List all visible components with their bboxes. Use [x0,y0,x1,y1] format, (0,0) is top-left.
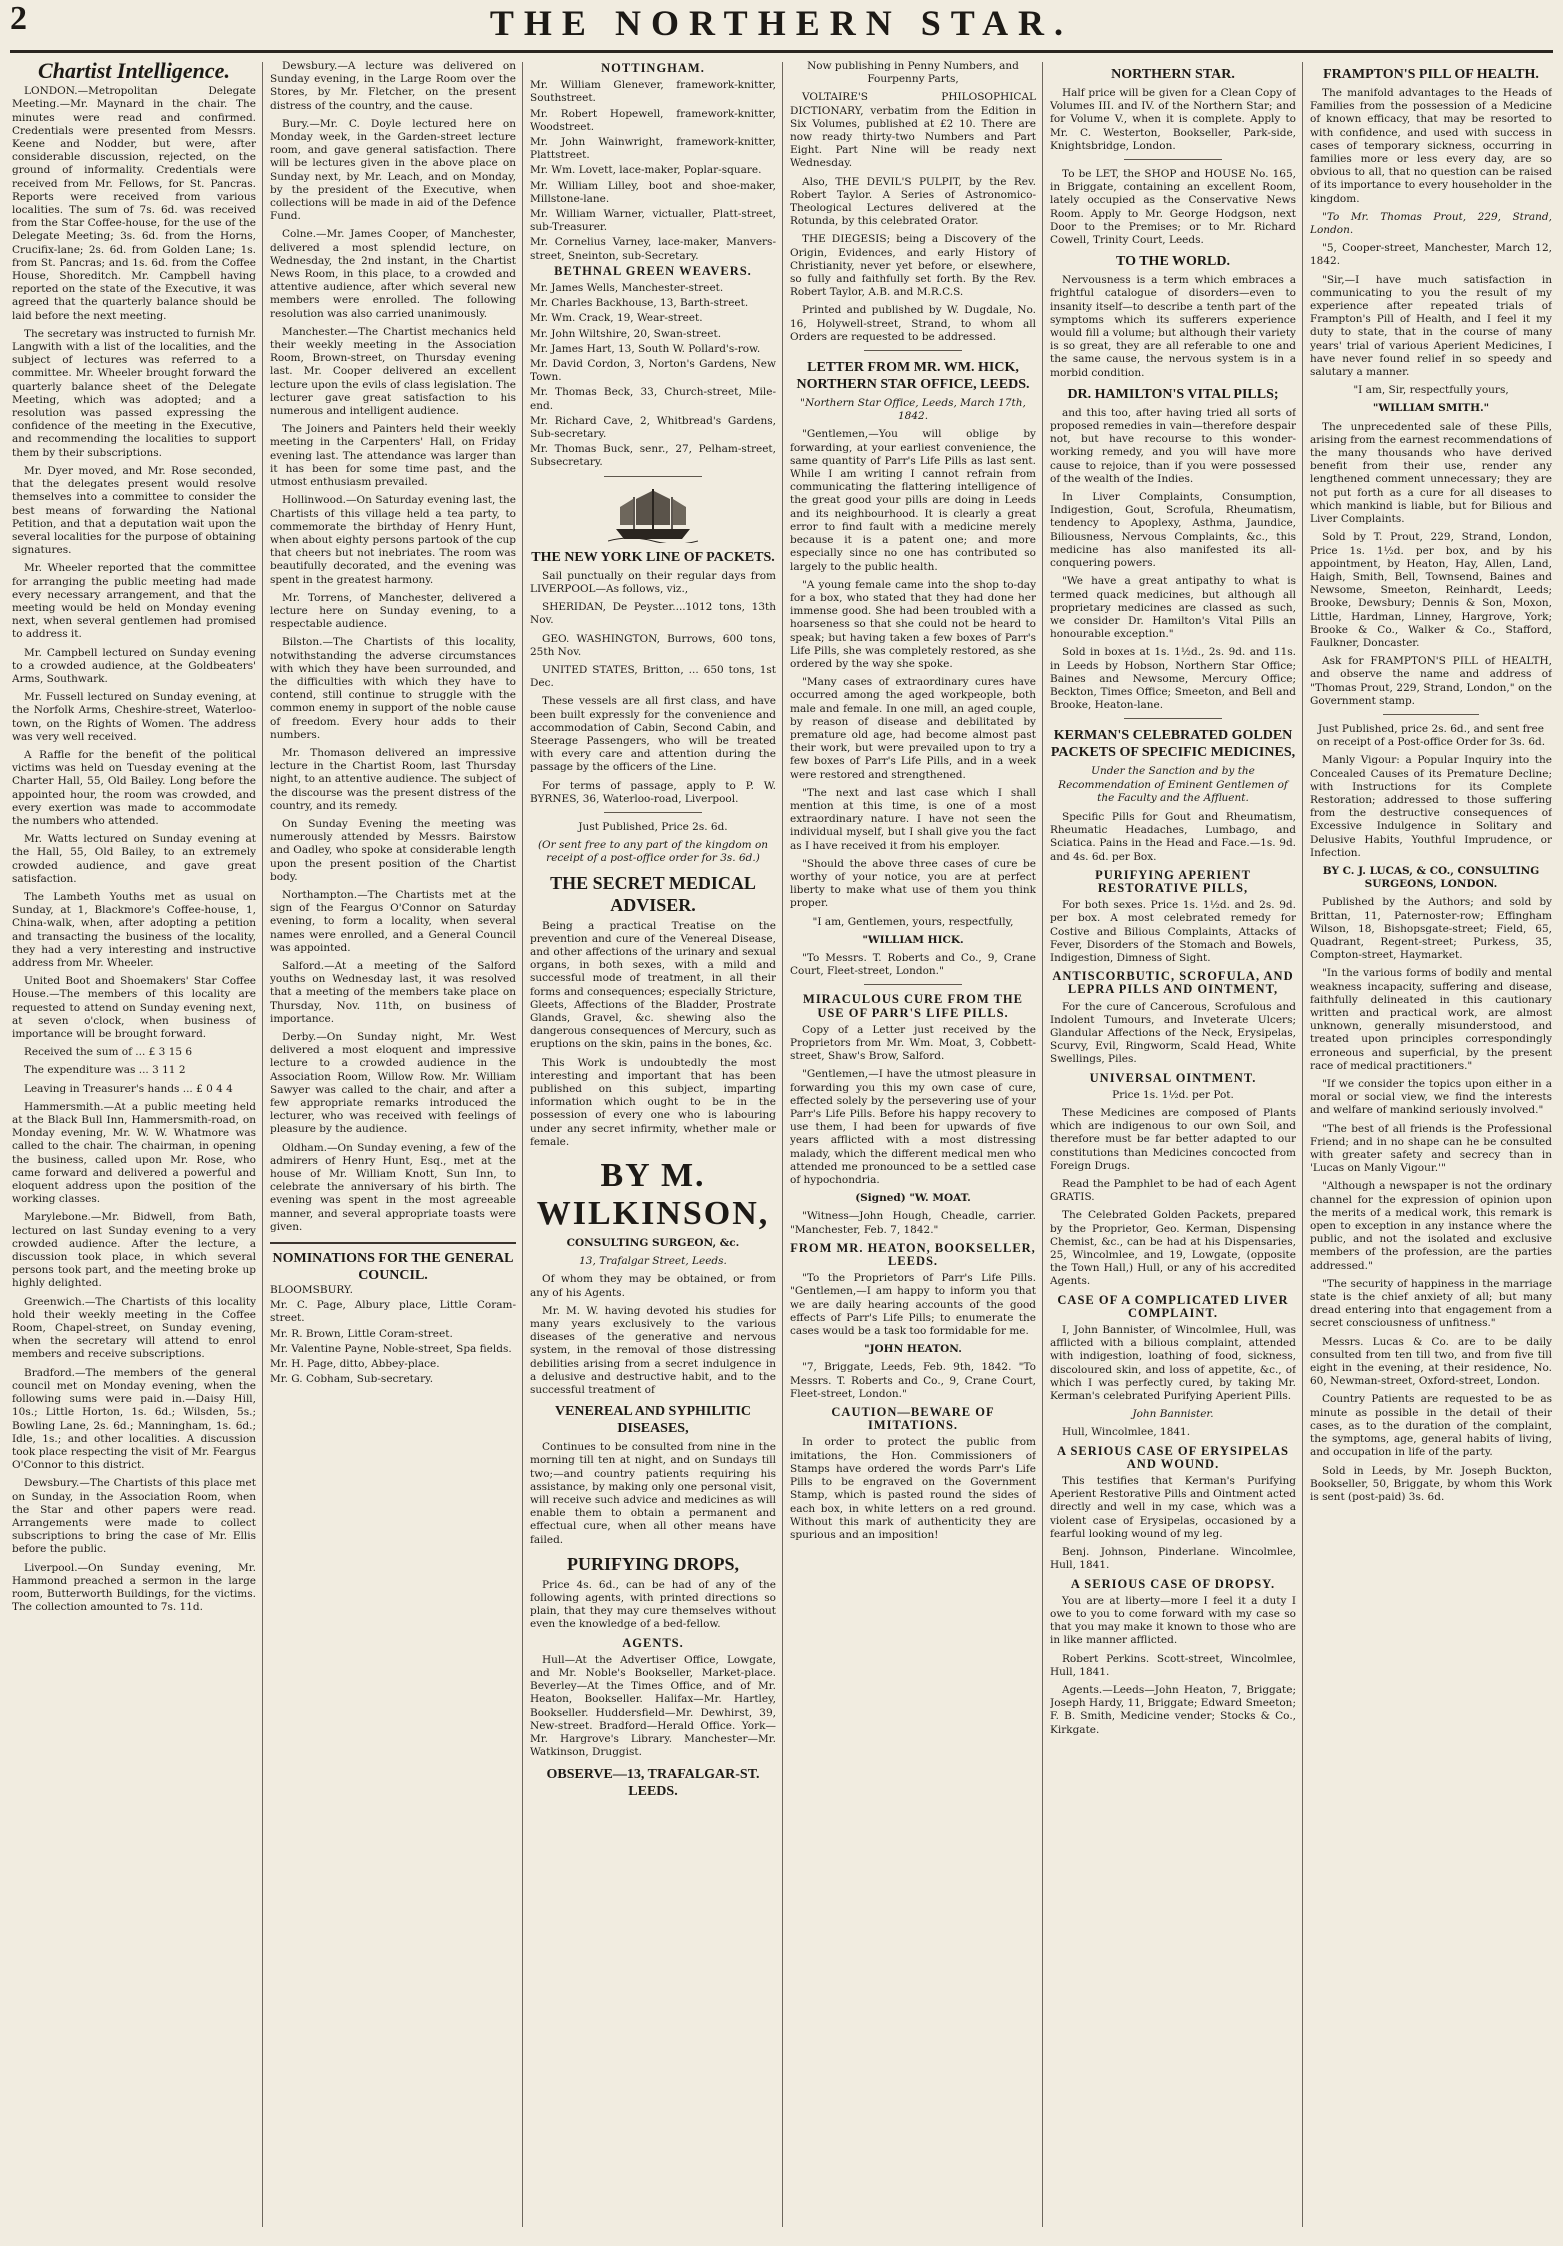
list-item: Mr. John Wainwright, framework-knitter, Plattstreet. [530,136,776,162]
frampton-para: Ask for FRAMPTON'S PILL of HEALTH, and observe the name and address of "Thomas Prout, 229, Strand, London," on the Government stamp. [1310,655,1552,707]
locality-heading: NOTTINGHAM. [601,61,705,75]
frampton-para: "5, Cooper-street, Manchester, March 12, 1842. [1310,242,1552,268]
list-item: Dewsbury.—The Chartists of this place met on Sunday, in the Association Room, when the Star and other papers were read. Arrangements were made to collect subscriptions to bring the case of Mr. Ellis before the public. [12,1477,256,1556]
specific-para: Specific Pills for Gout and Rheumatism, Rheumatic Headaches, Lumbago, and Sciatica. Pains in the Head and Face.—1s. 9d. and 4s. 6d. per Box. [1050,810,1296,863]
column-5 [1050,60,1296,2230]
frampton-signature: "WILLIAM SMITH." [1372,402,1490,415]
observe-line: OBSERVE—13, TRAFALGAR-ST. LEEDS. [546,1766,760,1799]
header-rule [10,50,1553,53]
frampton-para: The unprecedented sale of these Pills, arising from the earnest recommendations of the many thousands who have derived benefit from their use, render any lengthened comment unnecessary; they are not put forth as a cure for all diseases to which mankind is liable, but for Bilious and Liver Complaints. [1310,420,1552,526]
list-item: Liverpool.—On Sunday evening, Mr. Hammond preached a sermon in the large room, Butterworth Buildings, for the victims. The collection amounted to 7s. 11d. [12,1561,256,1614]
hamilton-title: DR. HAMILTON'S VITAL PILLS; [1067,386,1279,402]
to-let-ad: To be LET, the SHOP and HOUSE No. 165, in Briggate, containing an excellent Room, lately occupied as the Conservative News Room. Apply to Mr. George Hodgson, next Door to the Premises; or to Mr. Richard Cowell, Trinity Court, Leeds. [1050,168,1296,247]
list-item: Hammersmith.—At a public meeting held at the Black Bull Inn, Hammersmith-road, on Monday evening, Mr. W. W. Whatmore was called to the chair. The chairman, in opening the business, called upon Mr. Rose, who came forward and delivered a powerful and eloquent address upon the position of the working classes. [12,1100,256,1206]
miracle-title: MIRACULOUS CURE FROM THE USE OF PARR'S LIFE PILLS. [803,992,1023,1020]
list-item: Mr. James Hart, 13, South W. Pollard's-row. [530,342,761,355]
aperient-title: PURIFYING APERIENT RESTORATIVE PILLS, [1095,867,1251,895]
frampton-para: "Sir,—I have much satisfaction in communicating to you the result of my experience after repeated trials of Frampton's Pill of Health, and I feel it my duty to state, that in the course of many years' trial of various Aperient Medicines, I have never found relief in so speedy and salutary a manner. [1310,273,1552,379]
news-title: NORTHERN STAR. [1111,67,1235,82]
article-list [12,85,256,1614]
heaton-title: FROM MR. HEATON, BOOKSELLER, LEEDS. [790,1240,1036,1269]
hamilton-para: "We have a great antipathy to what is termed quack medicines, but although all proprietary medicines are classed as such, we consider Dr. Hamilton's Vital Pills an honourable exception." [1050,575,1296,641]
list-item: Hollinwood.—On Saturday evening last, the Chartists of this village held a tea party, to commemorate the birthday of Henry Hunt, when about eighty persons partook of the cup that cheers but not inebriates. The room was beautifully decorated, and the evening was spent in the greatest harmony. [270,494,516,586]
list-item: Oldham.—On Sunday evening, a few of the admirers of Henry Hunt, Esq., met at the house of Mr. William Knott, Sun Inn, to celebrate the anniversary of his birth. The evening was spent in the most agreeable manner, and several appropriate toasts were given. [270,1141,516,1233]
list-item: Mr. Fussell lectured on Sunday evening, at the Norfolk Arms, Cheshire-street, Waterloo-town, on the Rights of Women. The address was very well received. [12,691,256,743]
nominations-list [270,1284,516,1386]
list-item: LONDON.—Metropolitan Delegate Meeting.—Mr. Maynard in the chair. The minutes were read and confirmed. Credentials were presented from Messrs. Keene and Nodder, but were, after considerable discussion, rejected, on the ground of informality. Credentials were received from Mr. Fellows, for St. Pancras. Reports were received from various localities. The sum of 7s. 6d. was received from the Star Coffee-house, for the use of the Delegate Meeting; 3s. 6d. from the Horns, Crucifix-lane; 2s. 6d. from Golden Lane; 1s. from St. Pancras; and 1s. 6d. from the Coffee House, Shoreditch. Mr. Campbell having reported on the state of the Executive, it was agreed that the quarterly balance should be laid before the next meeting. [12,85,256,322]
list-item: Manchester.—The Chartist mechanics held their weekly meeting in the Association Room, Brown-street, on Thursday evening last. Mr. Cooper delivered an excellent lecture upon the evils of class legislation. The lecturer gave great satisfaction to his numerous and intelligent audience. [270,325,516,418]
column-6 [1310,60,1552,2230]
heaton-address: "7, Briggate, Leeds, Feb. 9th, 1842. "To Messrs. T. Roberts and Co., 9, Crane Court, Fleet-street, London." [790,1361,1036,1400]
column-4 [790,60,1036,2230]
column-rule [782,62,783,2227]
miracle-para: "Gentlemen,—I have the utmost pleasure in forwarding you this my own case of cure, effected solely by the persevering use of your Parr's Life Pills. Before his happy recovery to use them, I had been for upwards of five years afflicted with a most distressing malady, which the different medical men who attended me pronounced to be a settled case of hypochondria. [790,1068,1036,1187]
letter-para: "Gentlemen,—You will oblige by forwarding, at your earliest convenience, the same quantity of Parr's Life Pills as last sent. While I am writing I cannot refrain from communicating the flattering intelligence of the great good your pills are doing in Leeds and its neighbourhood. It is clearly a great error to find fault with a medicine merely because it is a patent one; and more especially since no one has contributed so largely to the public health. [790,428,1036,573]
letter-para: "The next and last case which I shall mention at this time, is one of a most extraordinary nature. I have not seen the individual myself, but I shall give you the fact as I have received it from his employer. [790,786,1036,852]
nominations-list [530,282,776,470]
author-address: 13, Trafalgar Street, Leeds. [579,1255,727,1268]
list-item: Mr. John Wiltshire, 20, Swan-street. [530,327,722,340]
printed-line: Printed and published by W. Dugdale, No. 16, Holywell-street, Strand, to whom all Orders are requested to be addressed. [790,304,1036,343]
universal-price: Price 1s. 1½d. per Pot. [1112,1088,1234,1101]
frampton-para: The manifold advantages to the Heads of Families from the possession of a Medicine of known efficacy, that may be resorted to with confidence, and used with success in cases of temporary sickness, occurring in families more or less every day, are so obvious to all, that no question can be raised of its importance to every householder in the kingdom. [1310,87,1552,205]
list-item: Mr. Thomas Beck, 33, Church-street, Mile-end. [530,386,776,412]
list-item: SHERIDAN, De Peyster....1012 tons, 13th Nov. [530,601,776,627]
frampton-para: Sold by T. Prout, 229, Strand, London, Price 1s. 1½d. per box, and by his appointment, by Heaton, Hay, Allen, Land, Haigh, Smith, Bell, Townsend, Baines and Newsome, Smeeton, Reinhardt, Leeds; Brooke, Dewsbury; Dennis & Son, Moxon, Little, Hardman, Linney, Hargrove, York; Brooke & Co., Walker & Co., Stafford, Faulkner, Doncaster. [1310,531,1552,649]
nervous-para: Nervousness is a term which embraces a frightful catalogue of disorders—even to insanity itself—to describe a tenth part of the symptoms which its sufferers experience would fill a volume; but although their variety is so great, they are all referable to one and the same cause, the nervous system is in a morbid condition. [1050,274,1296,379]
manly-para: Published by the Authors; and sold by Brittan, 11, Paternoster-row; Effingham Wilson, 18, Bishopsgate-street; Field, 65, Quadrant, Regent-street; Purkess, 35, Compton-street, Haymarket. [1310,896,1552,962]
dropsy-title: A SERIOUS CASE OF DROPSY. [1070,1576,1276,1591]
dropsy-para: You are at liberty—more I feel it a duty I owe to you to come forward with my case so that you may make it known to those who are in like manner afflicted. [1050,1594,1296,1647]
list-item: Northampton.—The Chartists met at the sign of the Feargus O'Connor on Saturday evening, to form a locality, when several names were enrolled, and a General Council was appointed. [270,888,516,954]
divider [604,812,702,813]
universal-para: These Medicines are composed of Plants which are indigenous to our own Soil, and therefore must be far better adapted to our constitutions than Medicines concocted from Foreign Drugs. [1050,1107,1296,1172]
list-item: Mr. Charles Backhouse, 13, Barth-street. [530,297,749,310]
agents-para: Agents.—Leeds—John Heaton, 7, Briggate; Joseph Hardy, 11, Briggate; Edward Smeeton; F. B. Smith, Medicine vender; Stocks & Co., Kirkgate. [1050,1683,1296,1736]
column-rule [262,62,263,2227]
venereal-title: VENEREAL AND SYPHILITIC DISEASES, [554,1404,752,1437]
list-item: For terms of passage, apply to P. W. BYRNES, 36, Waterloo-road, Liverpool. [530,779,776,805]
list-item: Dewsbury.—A lecture was delivered on Sunday evening, in the Large Room over the Stores, by Mr. Fletcher, on the present distress of the country, and the cause. [270,60,516,112]
purifying-title: PURIFYING DROPS, [566,1553,739,1574]
voltaire-ad: VOLTAIRE'S PHILOSOPHICAL DICTIONARY, verbatim from the Edition in Six Volumes, published at £2 10. There are now ready thirty-two Numbers and Part Eight. Part Nine will be ready next Wednesday. [790,91,1036,170]
manly-by: BY C. J. LUCAS, & CO., CONSULTING SURGEONS, LONDON. [1322,864,1540,891]
ery-signature: Benj. Johnson, Pinderlane. Wincolmlee, Hull, 1841. [1050,1546,1296,1572]
divider [864,984,962,985]
pub-line: Now publishing in Penny Numbers, and Fourpenny Parts, [807,60,1019,86]
list-item: United Boot and Shoemakers' Star Coffee House.—The members of this locality are requested to attend on Sunday evening next, at seven o'clock, when business of importance will be brought forward. [12,975,256,1041]
list-item: On Sunday Evening the meeting was numerously attended by Messrs. Bairstow and Oadley, who spoke at considerable length upon the present position of the Chartist body. [270,817,516,883]
list-item: Mr. C. Page, Albury place, Little Coram-street. [270,1299,516,1325]
list-item: UNITED STATES, Britton, ... 650 tons, 1st Dec. [530,663,776,690]
manly-para: Country Patients are requested to be as minute as possible in the detail of their cases, as to the duration of the complaint, the symptoms, age, general habits of living, and occupation in life of the party. [1310,1393,1552,1459]
heaton-para: "To the Proprietors of Parr's Life Pills. "Gentlemen,—I am happy to inform you that we are daily hearing accounts of the good effects of Parr's Life Pills; to enumerate the cases would be a task too formidable for me. [790,1272,1036,1338]
heaton-signature: "JOHN HEATON. [864,1343,962,1356]
list-item: Received the sum of ... £ 3 15 6 [24,1046,193,1059]
packets-list [530,570,776,806]
list-item: The secretary was instructed to furnish Mr. Langwith with a list of the localities, and the subject of lectures was referred to a committee. Mr. Wheeler brought forward the quarterly balance sheet of the Delegate Meeting, which was adopted; and a resolution was passed expressing the confidence of the meeting in the Executive, and recommending the localities to support them by their subscriptions. [12,327,256,459]
dropsy-signature: Robert Perkins. Scott-street, Wincolmlee, Hull, 1841. [1050,1652,1296,1678]
half-price-ad: Half price will be given for a Clean Copy of Volumes III. and IV. of the Northern Star; and for Volume V., when it is complete. Apply to Mr. C. Westerton, Bookseller, Park-side, Knightsbridge, London. [1050,87,1296,152]
list-item: Mr. Cornelius Varney, lace-maker, Manvers-street, Sneinton, sub-Secretary. [530,236,776,262]
list-item: The Joiners and Painters held their weekly meeting in the Carpenters' Hall, on Friday evening last. The attendance was larger than it has been for some time past, and the utmost enthusiasm prevailed. [270,423,516,489]
letter-sign: "I am, Gentlemen, yours, respectfully, [812,915,1014,928]
list-item: Mr. Watts lectured on Sunday evening at the Hall, 55, Old Bailey, to an extremely crowded audience, and gave great satisfaction. [12,833,256,885]
book-note2: This Work is undoubtedly the most interesting and important that has been published on this subject, imparting information which ought to be in the possession of every one who is labouring under any secret infirmity, whether male or female. [530,1056,776,1148]
letter-para: "Should the above three cases of cure be worthy of your notice, you are at perfect liberty to make what use of them you think proper. [790,857,1036,910]
list-item: Mr. G. Cobham, Sub-secretary. [270,1373,434,1386]
list-item: Colne.—Mr. James Cooper, of Manchester, delivered a most splendid lecture, on Wednesday, the 2nd instant, in the Chartist News Room, in this place, to a crowded and attentive audience, after which several new members were enrolled. The following resolution was also carried unanimously. [270,228,516,320]
book-pub: Just Published, Price 2s. 6d. [578,820,728,833]
locality-heading: BETHNAL GREEN WEAVERS. [554,263,752,278]
author-role: CONSULTING SURGEON, &c. [566,1237,740,1249]
case-signature: John Bannister. [1132,1408,1214,1421]
wilkinson-text: Mr. M. W. having devoted his studies for many years exclusively to the various diseases of the generative and nervous system, in the removal of those distressing debilities arising from a secret indulgence in a delusive and destructive habit, and to the successful treatment of [530,1304,776,1397]
manly-para: "In the various forms of bodily and mental weakness incapacity, suffering and disease, faithfully delineated in this cautionary written and practical work, are almost unknown, generally misunderstood, and treated upon principles correspondingly erroneous and superficial, by the present race of medical practitioners." [1310,967,1552,1072]
caution-para: In order to protect the public from imitations, the Hon. Commissioners of Stamps have ordered the words Parr's Life Pills to be engraved on the Government Stamp, which is pasted round the sides of each box, in white letters on a red ground. Without this mark of authenticity they are spurious and an imposition! [790,1436,1036,1541]
letter-para: "Many cases of extraordinary cures have occurred among the aged workpeople, both male and female. In one mill, an aged couple, by reason of disease and debilitated by premature old age, had become almost past their work, but were prevailed upon to try a few boxes of Parr's Life Pills, and in a week were restored and strengthened. [790,676,1036,781]
agents-text: Hull—At the Advertiser Office, Lowgate, and Mr. Noble's Bookseller, Market-place. Beverley—At the Times Office, and of Mr. Heaton, Bookseller. Halifax—Mr. Hartley, Bookseller. Huddersfield—Mr. Dewhirst, 39, New-street. Bradford—Herald Office. York—Mr. Hargrove's Library. Manchester—Mr. Watkinson, Druggist. [530,1653,776,1759]
list-item: Mr. William Lilley, boot and shoe-maker, Millstone-lane. [530,179,776,205]
miracle-para: Copy of a Letter just received by the Proprietors from Mr. Wm. Moat, 3, Cobbett-street, Shaw's Brow, Salford. [790,1023,1036,1063]
kerman-title: KERMAN'S CELEBRATED GOLDEN PACKETS OF SPECIFIC MEDICINES, [1050,728,1296,761]
list-item: Mr. William Warner, victualler, Platt-street, sub-Treasurer. [530,208,776,234]
aperient-para: For both sexes. Price 1s. 1½d. and 2s. 9d. per box. A most celebrated remedy for Costive and Bilious Complaints, Attacks of Fever, Disorders of the Stomach and Bowels, Indigestion, Dimness of Sight. [1050,899,1296,964]
column-rule [1302,62,1303,2227]
case-place: Hull, Wincolmlee, 1841. [1062,1426,1191,1439]
anti-para: For the cure of Cancerous, Scrofulous and Indolent Tumours, and Inveterate Ulcers; Glandular Affections of the Neck, Erysipelas, Scurvy, Evil, Ringworm, Scald Head, White Swellings, Piles. [1050,1000,1296,1066]
book-note: (Or sent free to any part of the kingdom on receipt of a post-office order for 3s. 6d.) [537,839,769,865]
author-note: Of whom they may be obtained, or from any of his Agents. [530,1273,776,1299]
case-title: CASE OF A COMPLICATED LIVER COMPLAINT. [1057,1292,1289,1320]
list-item: The Lambeth Youths met as usual on Sunday, at 1, Blackmore's Coffee-house, 1, China-walk, when, after adopting a petition and transacting the business of the locality, they had a very interesting and instructive address from Mr. Wheeler. [12,890,256,969]
list-item: Mr. H. Page, ditto, Abbey-place. [270,1358,440,1371]
list-item: Salford.—At a meeting of the Salford youths on Wednesday last, it was resolved that a meeting of the members take place on Thursday, Nov. 11th, on business of importance. [270,960,516,1025]
column-3 [530,60,776,2230]
list-item: Greenwich.—The Chartists of this locality hold their weekly meeting in the Coffee Room, Chapel-street, on Sunday evening, when the secretary will attend to enrol members and receive subscriptions. [12,1295,256,1361]
masthead-title: THE NORTHERN STAR. [489,3,1074,43]
manly-para: "The security of happiness in the marriage state is the chief anxiety of all; but many dread entering into that engagement from a secret consciousness of unfitness." [1310,1277,1552,1330]
section-heading: Chartist Intelligence. [38,60,230,83]
list-item: Bilston.—The Chartists of this locality, notwithstanding the adverse circumstances with which they have been surrounded, and the difficulties with which they have to contend, still continue to struggle with the common enemy in support of the noble cause of freedom. Every hour adds to their numbers. [270,636,516,741]
gratis-line: Read the Pamphlet to be had of each Agent GRATIS. [1050,1178,1296,1204]
list-item: Mr. Torrens, of Manchester, delivered a lecture here on Sunday evening, to a respectable audience. [270,591,516,631]
article-list [270,60,516,1234]
list-item: The expenditure was ... 3 11 2 [24,1064,186,1077]
list-item: Mr. Robert Hopewell, framework-knitter, Woodstreet. [530,107,776,133]
column-rule [1042,62,1043,2227]
list-item: Mr. R. Brown, Little Coram-street. [270,1327,453,1340]
list-item: Mr. Richard Cave, 2, Whitbread's Gardens, Sub-secretary. [530,414,776,441]
list-item: Mr. Wheeler reported that the committee for arranging the public meeting had made every necessary arrangement, and that the meeting would be held on Monday evening next, when several gentlemen had promised to address it. [12,562,256,641]
purifying-text: Price 4s. 6d., can be had of any of the following agents, with printed directions so plain, that they may cure themselves without even the knowledge of a bed-fellow. [530,1578,776,1631]
list-item: Mr. Campbell lectured on Sunday evening to a crowded audience, at the Goldbeaters' Arms, Southwark. [12,646,256,685]
diegesis-ad: THE DIEGESIS; being a Discovery of the Origin, Evidences, and early History of Christianity, never yet before, or elsewhere, so fully and faithfully set forth. By the Rev. Robert Taylor, A.B. and M.R.C.S. [790,233,1036,299]
manly-para: Manly Vigour: a Popular Inquiry into the Concealed Causes of its Premature Decline; with Instructions for its Complete Restoration; addressed to those suffering from the destructive consequences of Excessive Indulgence in Solitary and Delusive Habits, Youthful Imprudence, or Infection. [1310,754,1552,859]
hamilton-sold: Sold in boxes at 1s. 1½d., 2s. 9d. and 11s. in Leeds by Hobson, Northern Star Office; Baines and Newsome, Mercury Office; Beckton, Times Office; Smeeton, and Bell and Brooke, Heaton-lane. [1050,646,1296,712]
list-item: Derby.—On Sunday night, Mr. West delivered a most eloquent and impressive lecture to a crowded audience in the Association Room, Willow Row. Mr. William Sawyer was called to the chair, and after a few appropriate remarks introduced the lecturer, who was received with feelings of pleasure by the audience. [270,1031,516,1136]
column-2 [270,60,516,2230]
world-title: TO THE WORLD. [1116,254,1230,270]
manly-para: "The best of all friends is the Professional Friend; and in no shape can he be consulted with greater safety and secrecy than in 'Lucas on Manly Vigour.'" [1310,1122,1552,1175]
devil-ad: Also, THE DEVIL'S PULPIT, by the Rev. Robert Taylor. A Series of Astronomico-Theological Lectures delivered at the Rotunda, by this celebrated Orator. [790,175,1036,228]
list-item: Mr. Dyer moved, and Mr. Rose seconded, that the delegates present would resolve themselves into a committee to consider the best means of forwarding the National Petition, and that a deputation wait upon the several localities for the purpose of obtaining signatures. [12,464,256,557]
list-item: Mr. James Wells, Manchester-street. [530,282,724,295]
packets-title: THE NEW YORK LINE OF PACKETS. [531,549,775,565]
list-item: Marylebone.—Mr. Bidwell, from Bath, lectured on last Sunday evening to a very crowded audience. After the lecture, a discussion took place, in which several persons took part, and the meeting broke up highly delighted. [12,1211,256,1290]
list-item: Mr. David Cordon, 3, Norton's Gardens, New Town. [530,358,776,384]
universal-title: UNIVERSAL OINTMENT. [1089,1070,1257,1085]
divider [270,1242,516,1244]
column-1 [12,60,256,2230]
miracle-signature: (Signed) "W. MOAT. [855,1192,971,1205]
list-item: Bradford.—The members of the general council met on Monday evening, when the following sums were paid in.—Daisy Hill, 10s.; Little Horton, 1s. 6d.; Wilsden, 5s.; Bowling Lane, 2s. 6d.; Manningham, 1s. 6d.; Idle, 1s.; and other localities. A discussion took place respecting the visit of Mr. Feargus O'Connor to this district. [12,1366,256,1472]
divider [864,350,962,351]
page-header [0,0,1563,56]
divider [1124,718,1222,719]
manly-para: "If we consider the topics upon either in a moral or social view, we find the interests and welfare of mankind seriously involved." [1310,1078,1552,1117]
agents-heading: AGENTS. [622,1635,684,1650]
letter-date: "Northern Star Office, Leeds, March 17th, 1842. [800,397,1026,423]
list-item: These vessels are all first class, and have been built expressly for the convenience and accommodation of Cabin, Second Cabin, and Steerage Passengers, who will be treated with every care and attention during the passage by the officers of the Line. [530,695,776,774]
letter-title: LETTER FROM MR. WM. HICK, NORTHERN STAR OFFICE, LEEDS. [796,360,1030,393]
list-item: Leaving in Treasurer's hands ... £ 0 4 4 [24,1082,233,1095]
divider [604,476,702,477]
list-item: Mr. Wm. Crack, 19, Wear-street. [530,312,703,325]
list-item: Mr. Thomas Buck, senr., 27, Pelham-street, Subsecretary. [530,443,776,469]
list-item: Mr. Thomason delivered an impressive lecture in the Chartist Room, last Thursday night, to an attentive audience. The subject of the discourse was the present distress of the country, and its remedy. [270,746,516,812]
frampton-para: "To Mr. Thomas Prout, 229, Strand, London. [1310,210,1552,237]
book-text: Being a practical Treatise on the prevention and cure of the Venereal Disease, and other affections of the urinary and sexual organs, in both sexes, with a mild and successful mode of treatment, in all their forms and consequences; especially Stricture, Gleets, Affections of the Bladder, Prostrate Glands, Gravel, &c. shewing also the dangerous consequences of Mercury, such as eruptions on the skin, pains in the bones, &c. [530,919,776,1051]
page-number: 2 [10,0,27,37]
nominations-heading: NOMINATIONS FOR THE GENERAL COUNCIL. [272,1251,514,1284]
hamilton-para: In Liver Complaints, Consumption, Indigestion, Gout, Scrofula, Rheumatism, tendency to Apoplexy, Asthma, Jaundice, Biliousness, Nervous Complaints, &c., this medicine has also manifested its all-conquering powers. [1050,491,1296,570]
manly-para: Messrs. Lucas & Co. are to be daily consulted from ten till two, and from five till eight in the evening, at their residence, No. 60, Newman-street, Oxford-street, London. [1310,1335,1552,1388]
witness-line: "Witness—John Hough, Cheadle, carrier. "Manchester, Feb. 7, 1842." [790,1210,1036,1236]
letter-signature: "WILLIAM HICK. [862,933,964,946]
list-item: Sail punctually on their regular days from LIVERPOOL—As follows, viz., [530,569,776,595]
letter-para: "A young female came into the shop to-day for a box, who stated that they had done her immense good. She had been troubled with a hoarseness so that she could not be heard to speak; but having taken a few boxes of Parr's Life Pills, she was completely restored, as she ordered by the way she spoke. [790,578,1036,670]
divider [1124,159,1222,160]
divider [1383,714,1480,715]
list-item: Mr. Wm. Lovett, lace-maker, Poplar-square. [530,164,762,177]
manly-pub: Just Published, price 2s. 6d., and sent free on receipt of a Post-office Order for 3s. 6d. [1316,722,1546,749]
ery-title: A SERIOUS CASE OF ERYSIPELAS AND WOUND. [1056,1443,1290,1471]
ery-para: This testifies that Kerman's Purifying Aperient Restorative Pills and Ointment acted directly and well in my case, which was a violent case of Erysipelas, occasioned by a fearful looking wound of my leg. [1050,1475,1296,1540]
kerman-subtitle: Under the Sanction and by the Recommendation of Eminent Gentlemen of the Faculty and the Affluent. [1058,765,1288,804]
column-rule [522,62,523,2227]
case-para: I, John Bannister, of Wincolmlee, Hull, was afflicted with a bilious complaint, attended with indigestion, loathing of food, sickness, discoloured skin, and loss of appetite, &c., of which I was perfectly cured, by taking Mr. Kerman's celebrated Purifying Aperient Pills. [1050,1324,1296,1403]
nominations-list [530,79,776,263]
ship-icon [608,485,698,543]
list-item: Mr. Valentine Payne, Noble-street, Spa fields. [270,1342,512,1355]
hamilton-para: and this too, after having tried all sorts of proposed remedies in vain—therefore despair not, but have recourse to this wonder-working remedy, and you will have more cause to rejoice, than if you were possessed of the wealth of the Indies. [1050,406,1296,485]
list-item: Bury.—Mr. C. Doyle lectured here on Monday week, in the Garden-street lecture room, and gave general satisfaction. There will be lectures given in the above place on Sunday next, by Mr. Leach, and on Monday, by the president of the Executive, when collections will be made in aid of the Defence Fund. [270,117,516,223]
book-title: THE SECRET MEDICAL ADVISER. [550,872,756,915]
caution-title: CAUTION—BEWARE OF IMITATIONS. [831,1405,995,1433]
list-item: A Raffle for the benefit of the political victims was held on Tuesday evening at the Charter Hall, 55, Old Bailey. Long before the appointed hour, the room was crowded, and every exertion was made to accommodate the numbers who attended. [12,748,256,827]
frampton-para: "I am, Sir, respectfully yours, [1353,384,1509,397]
author-name: BY M. WILKINSON, [536,1157,770,1232]
anti-title: ANTISCORBUTIC, SCROFULA, AND LEPRA PILLS AND OINTMENT, [1052,969,1294,997]
list-item: GEO. WASHINGTON, Burrows, 600 tons, 25th Nov. [530,632,776,658]
manly-para: "Although a newspaper is not the ordinary channel for the expression of opinion upon the merits of a medical work, this remark is open to exception in any instance where the public, and not the isolated and exclusive members of the profession, are the parties addressed." [1310,1180,1552,1272]
venereal-text: Continues to be consulted from nine in the morning till ten at night, and on Sundays till two;—and country patients requiring his assistance, by making only one personal visit, will receive such advice and medicines as will enable them to obtain a permanent and effectual cure, when all other means have failed. [530,1441,776,1546]
golden-para: The Celebrated Golden Packets, prepared by the Proprietor, Geo. Kerman, Dispensing Chemist, &c., can be had at his Dispensaries, 25, Wincolmlee, and 19, Lowgate, (opposite the Town Hall,) Hull, or any of his accredited Agents. [1050,1209,1296,1288]
list-item: BLOOMSBURY. [270,1284,353,1297]
list-item: Mr. William Glenever, framework-knitter, Southstreet. [530,79,776,105]
frampton-title: FRAMPTON'S PILL OF HEALTH. [1323,67,1539,82]
manly-para: Sold in Leeds, by Mr. Joseph Buckton, Bookseller, 50, Briggate, by whom this Work is sent (post-paid) 3s. 6d. [1310,1464,1552,1503]
letter-to: "To Messrs. T. Roberts and Co., 9, Crane Court, Fleet-street, London." [790,951,1036,978]
